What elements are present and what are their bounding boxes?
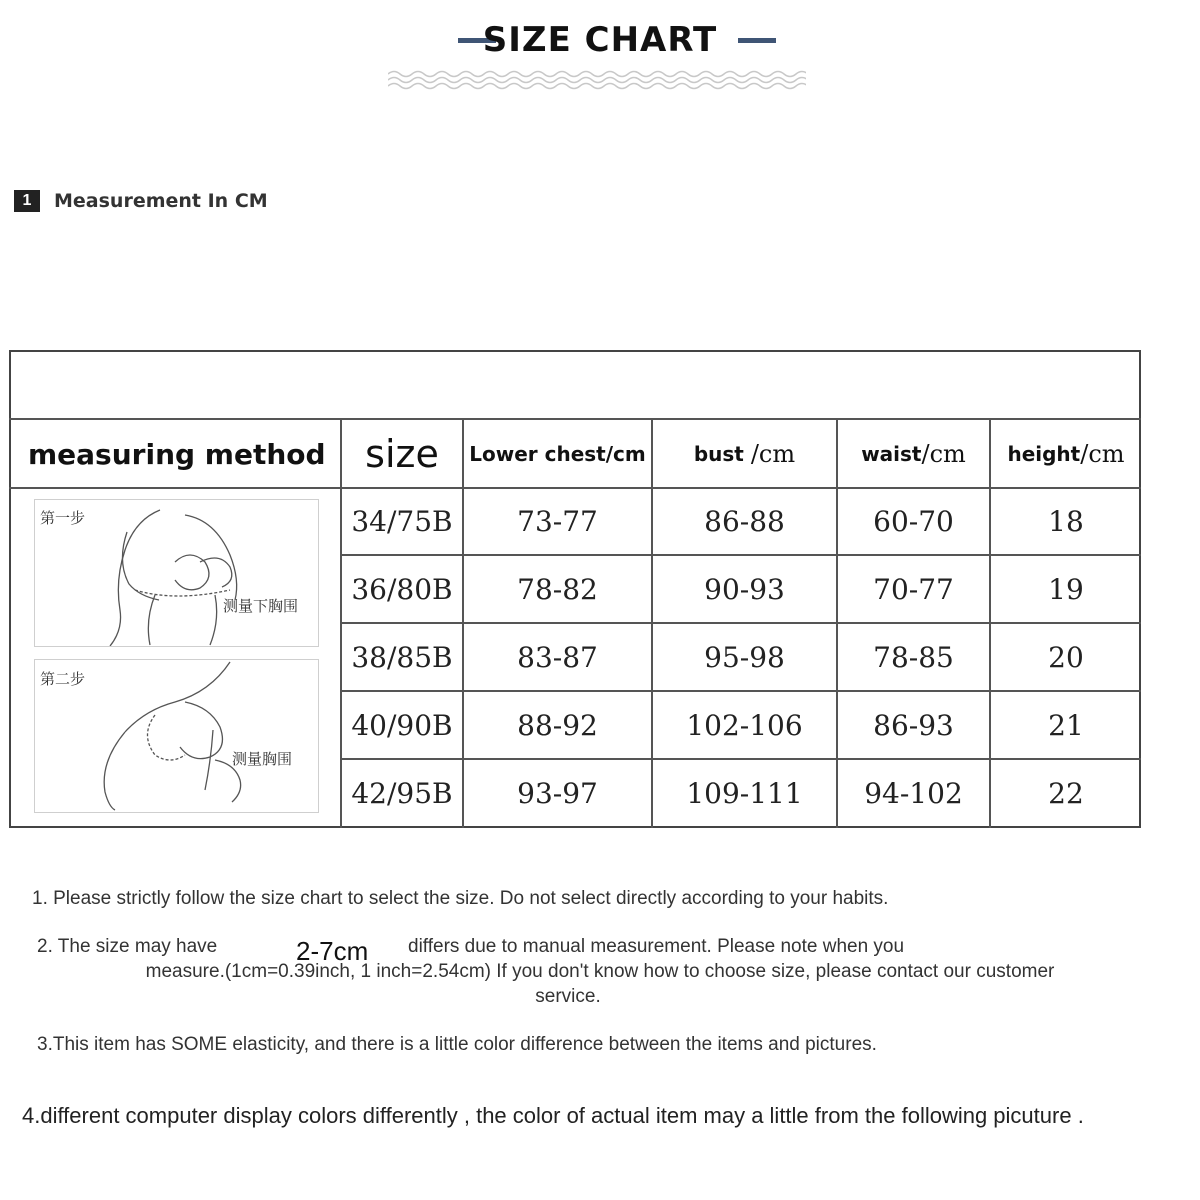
section-label: Measurement In CM xyxy=(54,190,268,212)
cell-height: 19 xyxy=(1048,572,1084,606)
measure-illustration-step2 xyxy=(34,659,319,813)
waist-unit: /cm xyxy=(921,439,966,468)
cell-lower-chest: 78-82 xyxy=(517,572,598,606)
size-chart-header xyxy=(0,18,1200,68)
page-title: SIZE CHART xyxy=(482,20,718,60)
cell-waist: 86-93 xyxy=(873,708,954,742)
cell-bust: 95-98 xyxy=(704,640,785,674)
cell-bust: 90-93 xyxy=(704,572,785,606)
cell-bust: 102-106 xyxy=(686,708,803,742)
note-3: 3.This item has SOME elasticity, and there is a little color difference between the items and pictures. xyxy=(37,1034,877,1055)
cell-height: 21 xyxy=(1048,708,1084,742)
cell-lower-chest: 93-97 xyxy=(517,776,598,810)
height-unit: /cm xyxy=(1080,439,1125,468)
bust-unit: /cm xyxy=(750,439,796,468)
cell-waist: 78-85 xyxy=(873,640,954,674)
title-dash-right xyxy=(738,38,776,43)
cell-lower-chest: 88-92 xyxy=(517,708,598,742)
bust-header xyxy=(653,420,836,487)
height-header xyxy=(991,420,1141,487)
cell-height: 22 xyxy=(1048,776,1084,810)
note-1: 1. Please strictly follow the size chart to select the size. Do not select directly according to your habits. xyxy=(32,888,889,909)
cell-size: 34/75B xyxy=(351,505,453,538)
step-one-label: 第一步 xyxy=(40,510,86,527)
note-2-line2: measure.(1cm=0.39inch, 1 inch=2.54cm) If you don't know how to choose size, please contact our customer xyxy=(145,961,1055,982)
cell-size: 42/95B xyxy=(351,776,453,810)
note-2-line3: service. xyxy=(535,986,601,1007)
size-header: size xyxy=(365,431,439,476)
waist-label: waist xyxy=(861,441,922,466)
cell-height: 18 xyxy=(1048,505,1084,538)
cell-lower-chest: 83-87 xyxy=(517,640,598,674)
waist-header xyxy=(838,420,989,487)
lower-chest-label: Lower chest/cm xyxy=(469,441,646,466)
step-two-label: 第二步 xyxy=(40,671,86,688)
note-2-range: 2-7cm xyxy=(296,936,369,966)
cell-size: 38/85B xyxy=(351,640,453,674)
cell-lower-chest: 73-77 xyxy=(517,505,598,538)
cell-size: 40/90B xyxy=(351,708,453,742)
under-bust-caption: 测量下胸围 xyxy=(223,598,299,615)
cell-height: 20 xyxy=(1048,640,1084,674)
cell-waist: 60-70 xyxy=(873,505,954,538)
height-label: height xyxy=(1007,441,1081,466)
bust-label: bust xyxy=(693,441,744,466)
wave-divider xyxy=(388,68,806,90)
section-number-badge: 1 xyxy=(14,190,40,212)
cell-bust: 109-111 xyxy=(686,776,803,810)
bust-caption: 测量胸围 xyxy=(232,751,293,768)
cell-waist: 94-102 xyxy=(864,776,963,810)
measuring-method-header: measuring method xyxy=(28,437,326,471)
note-2-start: 2. The size may have xyxy=(37,936,218,957)
cell-size: 36/80B xyxy=(351,572,453,606)
cell-waist: 70-77 xyxy=(873,572,954,606)
measure-illustration-step1 xyxy=(34,499,319,647)
cell-bust: 86-88 xyxy=(704,505,785,538)
note-4: 4.different computer display colors differently , the color of actual item may a little from the following picuture . xyxy=(22,1103,1084,1128)
lower-chest-header xyxy=(464,420,651,487)
note-2-rest: differs due to manual measurement. Please note when you xyxy=(408,936,905,957)
